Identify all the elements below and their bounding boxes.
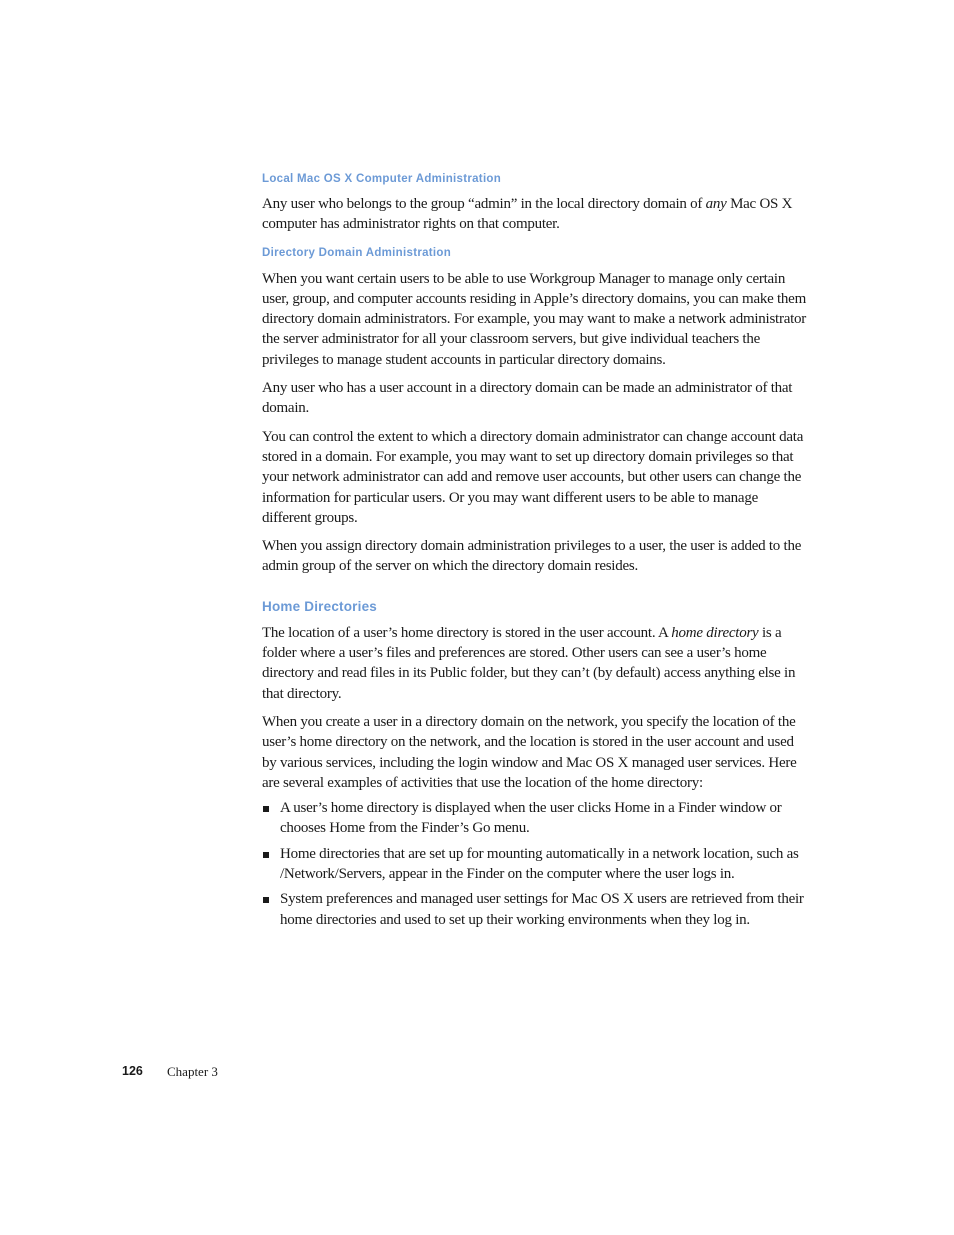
list-item-text: A user’s home directory is displayed when the user clicks Home in a Finder window or chooses Home from the Finder’s Go menu.	[280, 800, 782, 837]
heading-home-directories: Home Directories	[262, 598, 377, 614]
text-span: The location of a user’s home directory is stored in the user account. A	[262, 624, 672, 641]
text-span: Any user who belongs to the group “admin” in the local directory domain of	[262, 196, 706, 212]
text-span: is a folder where a user’s files and preferences are stored. Other users can see a user’s home directory and read files in its Public folder, but they can’t (by default) access anything else in that directory.	[262, 624, 796, 702]
list-item	[262, 798, 807, 839]
emphasis-any: any	[705, 196, 727, 212]
heading-directory-admin: Directory Domain Administration	[262, 246, 452, 259]
paragraph-directory-admin-2: Any user who has a user account in a directory domain can be made an administrator of that domain.	[262, 380, 793, 417]
list-item	[262, 889, 807, 930]
paragraph-home-2: When you create a user in a directory domain on the network, you specify the location of the user’s home directory on the network, and the location is stored in the user account and used by various services, including the login window and Mac OS X managed user services. Here are several examples of activities that use the location of the home directory:	[262, 713, 797, 791]
paragraph-directory-admin-3: You can control the extent to which a directory domain administrator can change account data stored in a domain. For example, you may want to set up directory domain privileges so that your network administrator can add and remove user accounts, but other users can change the information for particular users. Or you may want different users to be able to manage different groups.	[262, 428, 804, 526]
paragraph-home-intro	[262, 623, 807, 704]
bullet-square-icon	[263, 806, 269, 812]
list-item-text: Home directories that are set up for mounting automatically in a network location, such as /Network/Servers, appear in the Finder on the computer where the user logs in.	[280, 845, 799, 883]
text-span: Mac OS X computer has administrator rights on that computer.	[262, 196, 793, 233]
list-item-text: System preferences and managed user settings for Mac OS X users are retrieved from their home directories and used to set up their working environments when they log in.	[280, 891, 804, 928]
paragraph-directory-admin-4: When you assign directory domain administration privileges to a user, the user is added to the admin group of the server on which the directory domain resides.	[262, 538, 802, 575]
page-number: 126	[122, 1064, 143, 1078]
bullet-list	[262, 798, 807, 930]
bullet-square-icon	[263, 897, 269, 903]
list-item	[262, 844, 807, 885]
paragraph-local-admin	[262, 194, 807, 235]
bullet-square-icon	[263, 852, 269, 858]
paragraph-directory-admin-1: When you want certain users to be able to use Workgroup Manager to manage only certain user, group, and computer accounts residing in Apple’s directory domains, you can make them directory domain administrators. For example, you may want to make a network administrator the server administrator for all your classroom servers, but give individual teachers the privileges to manage student accounts in particular directory domains.	[262, 270, 807, 368]
page-content	[262, 173, 807, 935]
emphasis-home-directory: home directory	[671, 624, 759, 641]
chapter-label: Chapter 3	[167, 1064, 218, 1079]
heading-local-admin: Local Mac OS X Computer Administration	[262, 173, 502, 185]
